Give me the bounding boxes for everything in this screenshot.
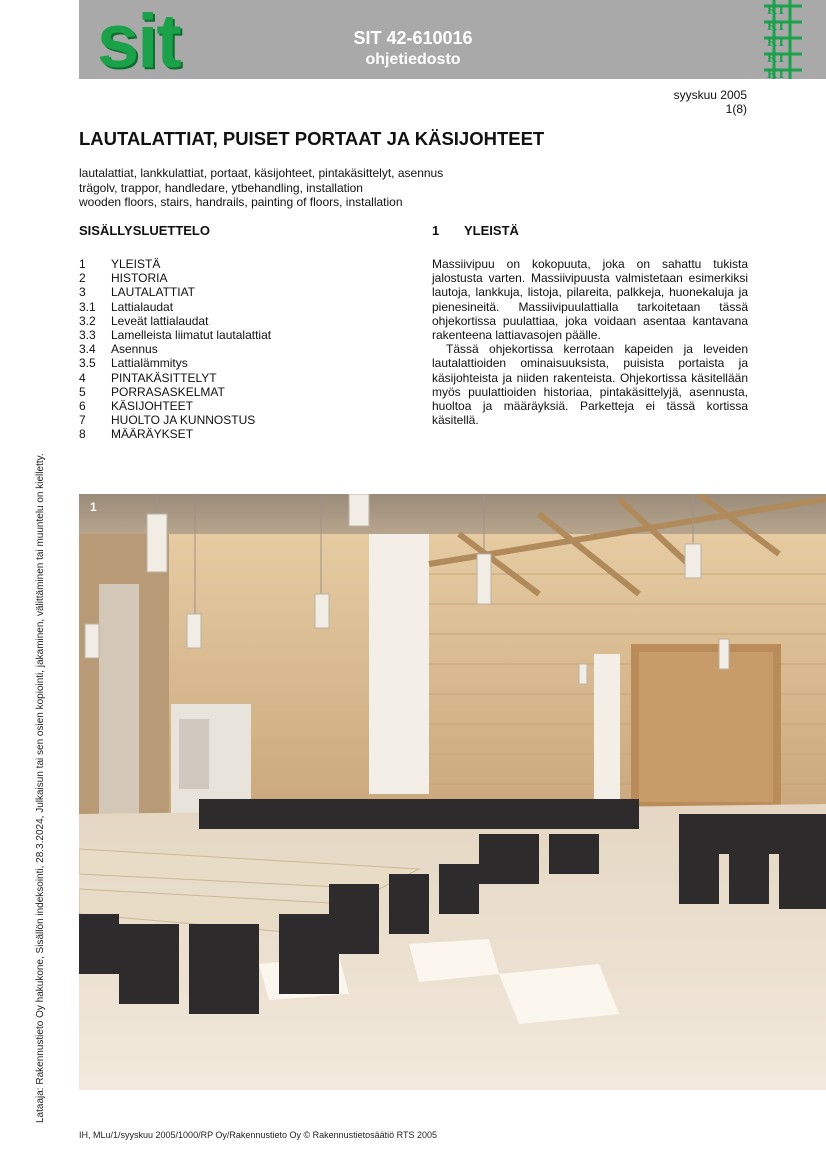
svg-text:RT: RT [767, 67, 786, 79]
toc-label: Lattialaudat [111, 299, 174, 314]
toc-label: Lattialämmitys [111, 356, 188, 371]
table-of-contents [79, 257, 271, 442]
section-body [432, 257, 748, 427]
toc-label: HISTORIA [111, 271, 168, 286]
document-title: LAUTALATTIAT, PUISET PORTAAT JA KÄSIJOHTEET [79, 128, 545, 149]
toc-number: 3 [79, 285, 86, 300]
svg-text:RT: RT [767, 51, 786, 66]
rt-logo-icon [764, 0, 802, 79]
toc-item[interactable] [79, 300, 271, 314]
toc-item[interactable] [79, 371, 271, 385]
toc-label: PORRASASKELMAT [111, 384, 225, 399]
sit-logo: sit [97, 0, 180, 84]
publication-date: syyskuu 2005 [673, 88, 747, 102]
toc-number: 3.5 [79, 356, 96, 371]
document-code: SIT 42-610016 [353, 28, 473, 48]
section-number: 1 [432, 223, 440, 238]
toc-item[interactable] [79, 356, 271, 370]
toc-label: Lamelleista liimatut lautalattiat [111, 328, 272, 343]
toc-number: 1 [79, 257, 86, 271]
download-notice: Lataaja: Rakennustieto Oy hakukone, Sisällön indeksointi, 28.3.2024, Julkaisun tai sen osien kopiointi, jakaminen, välittäminen tai muuntelu on kielletty. [35, 453, 46, 1123]
document-type: ohjetiedosto [365, 51, 461, 68]
keywords-fi: lautalattiat, lankkulattiat, portaat, käsijohteet, pintakäsittelyt, asennus [79, 166, 444, 180]
toc-number: 3.4 [79, 342, 96, 357]
section-title: YLEISTÄ [464, 223, 519, 238]
keywords [79, 166, 443, 210]
footer-credits: IH, MLu/1/syyskuu 2005/1000/RP Oy/Rakennustieto Oy © Rakennustietosäätiö RTS 2005 [79, 1130, 437, 1140]
toc-number: 7 [79, 413, 86, 428]
toc-item[interactable] [79, 314, 271, 328]
toc-number: 6 [79, 399, 86, 414]
paragraph: Massiivipuu on kokopuuta, joka on sahattu tukista jalostusta varten. Massiivipuusta valmistetaan esimerkiksi lautoja, lankkuja, listoja, pilareita, palkkeja, huonekaluja ja pienesineitä. Massiivipuulattialla tarkoitetaan tässä ohjekortissa puulattiaa, joka voidaan asentaa kantavana rakenteena lattiavasojen päälle. [432, 257, 748, 343]
toc-label: Leveät lattialaudat [111, 313, 209, 328]
toc-label: PINTAKÄSITTELYT [111, 370, 217, 385]
section-heading [432, 223, 519, 239]
keywords-sv: trägolv, trappor, handledare, ytbehandling, installation [79, 180, 363, 195]
toc-item[interactable] [79, 413, 271, 427]
toc-label: HUOLTO JA KUNNOSTUS [111, 413, 256, 428]
toc-label: KÄSIJOHTEET [111, 399, 194, 414]
toc-item[interactable] [79, 342, 271, 356]
toc-heading: SISÄLLYSLUETTELO [79, 223, 210, 238]
toc-item[interactable] [79, 328, 271, 342]
toc-item[interactable] [79, 427, 271, 441]
svg-text:RT: RT [767, 19, 786, 34]
svg-text:RT: RT [767, 3, 786, 18]
toc-number: 5 [79, 384, 86, 399]
figure-number: 1 [90, 500, 97, 514]
toc-item[interactable] [79, 399, 271, 413]
toc-number: 4 [79, 370, 86, 385]
toc-number: 3.3 [79, 328, 96, 343]
toc-number: 8 [79, 427, 86, 442]
toc-label: YLEISTÄ [111, 257, 161, 271]
toc-label: Asennus [111, 342, 158, 357]
paragraph: Tässä ohjekortissa kerrotaan kapeiden ja leveiden lautalattioiden ominaisuuksista, puisista portaista ja käsijohteista ja niiden rakenteista. Ohjekortissa käsitellään myös puulattioiden historiaa, pintakäsittelyjä, asennusta, huoltoa ja määräyksiä. Parketteja ei tässä kortissa käsitellä. [432, 342, 748, 428]
keywords-en: wooden floors, stairs, handrails, painting of floors, installation [79, 195, 403, 209]
church-interior-photo [79, 494, 826, 1090]
date-page-block [674, 88, 747, 116]
page-number: 1(8) [725, 102, 747, 116]
toc-number: 3.1 [79, 299, 96, 314]
toc-label: MÄÄRÄYKSET [111, 427, 194, 442]
svg-text:RT: RT [767, 35, 786, 50]
toc-number: 2 [79, 271, 86, 286]
toc-item[interactable] [79, 257, 271, 271]
toc-item[interactable] [79, 285, 271, 299]
toc-label: LAUTALATTIAT [111, 285, 196, 300]
toc-item[interactable] [79, 271, 271, 285]
toc-item[interactable] [79, 385, 271, 399]
toc-number: 3.2 [79, 313, 96, 328]
